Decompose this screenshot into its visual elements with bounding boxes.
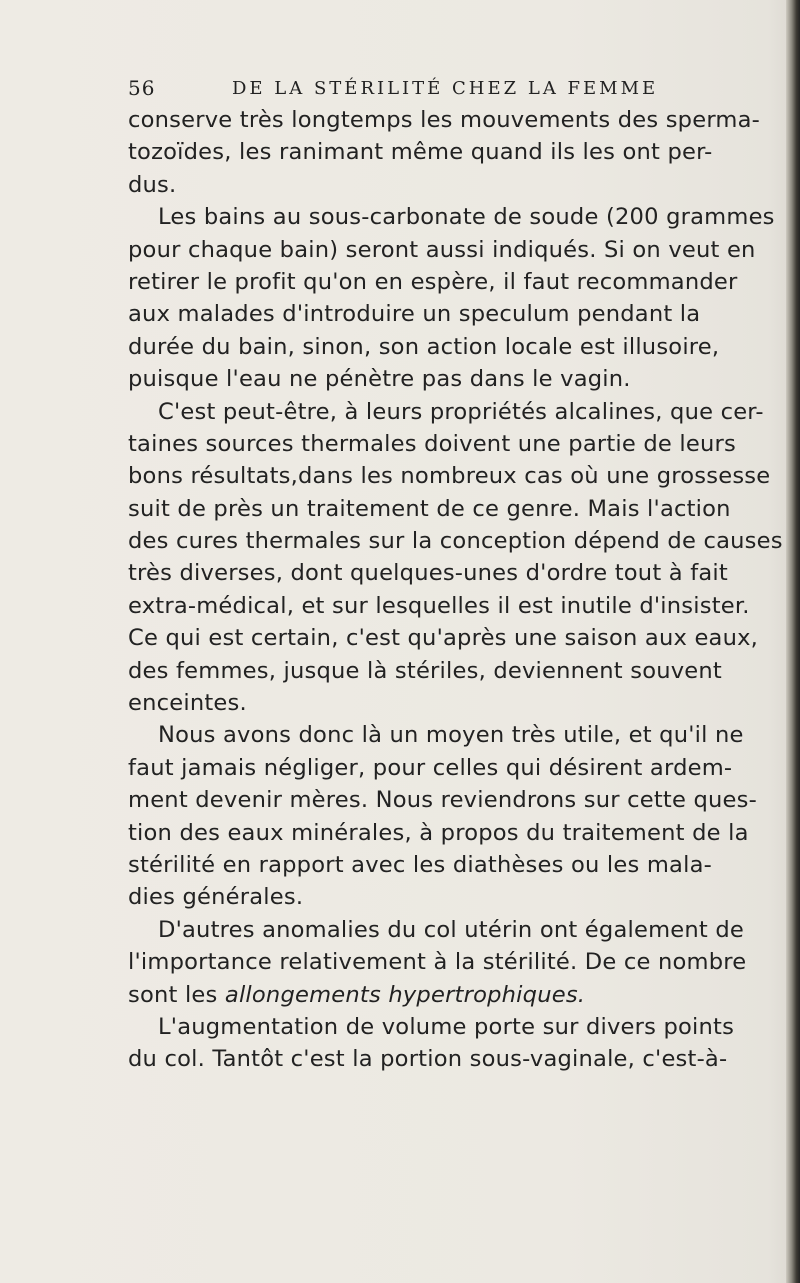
text-line: stérilité en rapport avec les diathèses ou les mala-	[128, 851, 712, 878]
text-line: bons résultats,dans les nombreux cas où une grossesse	[128, 463, 771, 490]
text-line: du col. Tantôt c'est la portion sous-vaginale, c'est-à-	[128, 1046, 728, 1073]
paragraph-start-line: D'autres anomalies du col utérin ont également de	[158, 916, 744, 943]
text-line: dies générales.	[128, 884, 304, 911]
text-line: Ce qui est certain, c'est qu'après une saison aux eaux,	[128, 625, 759, 652]
text-line: tozoïdes, les ranimant même quand ils les ont per-	[128, 139, 713, 166]
text-line: conserve très longtemps les mouvements des sperma-	[128, 107, 761, 133]
page-edge-shadow	[786, 0, 800, 1283]
page-number: 56	[128, 76, 156, 100]
text-line: durée du bain, sinon, son action locale est illusoire,	[128, 333, 720, 360]
paragraph-start-line: C'est peut-être, à leurs propriétés alcalines, que cer-	[158, 398, 764, 425]
body-text	[128, 104, 783, 1076]
paragraph-start-line: Les bains au sous-carbonate de soude (200 grammes	[158, 204, 775, 231]
paragraph-start-line: Nous avons donc là un moyen très utile, et qu'il ne	[158, 722, 744, 749]
paragraph-start-line: L'augmentation de volume porte sur divers points	[158, 1013, 735, 1040]
text-line: des femmes, jusque là stériles, deviennent souvent	[128, 657, 722, 684]
text-line: suit de près un traitement de ce genre. Mais l'action	[128, 495, 731, 522]
text-line: tion des eaux minérales, à propos du traitement de la	[128, 819, 749, 846]
text-line: ment devenir mères. Nous reviendrons sur cette ques-	[128, 787, 757, 814]
text-line: puisque l'eau ne pénètre pas dans le vagin.	[128, 366, 631, 393]
text-line: des cures thermales sur la conception dépend de causes	[128, 528, 783, 555]
text-fragment: sont les	[128, 981, 218, 1008]
running-head: DE LA STÉRILITÉ CHEZ LA FEMME	[232, 78, 659, 99]
italic-term: allongements hypertrophiques.	[224, 981, 586, 1008]
page-header	[128, 76, 728, 106]
text-line: pour chaque bain) seront aussi indiqués. Si on veut en	[128, 236, 756, 263]
text-line: retirer le profit qu'on en espère, il faut recommander	[128, 268, 738, 295]
text-line: dus.	[128, 171, 177, 198]
text-line: extra-médical, et sur lesquelles il est inutile d'insister.	[128, 592, 750, 619]
text-line: l'importance relativement à la stérilité. De ce nombre	[128, 949, 747, 976]
text-line: aux malades d'introduire un speculum pendant la	[128, 301, 701, 328]
text-line: très diverses, dont quelques-unes d'ordre tout à fait	[128, 560, 728, 587]
text-line: enceintes.	[128, 690, 247, 717]
text-line	[128, 979, 740, 1011]
text-line: faut jamais négliger, pour celles qui désirent ardem-	[128, 754, 733, 781]
text-line: taines sources thermales doivent une partie de leurs	[128, 430, 736, 457]
